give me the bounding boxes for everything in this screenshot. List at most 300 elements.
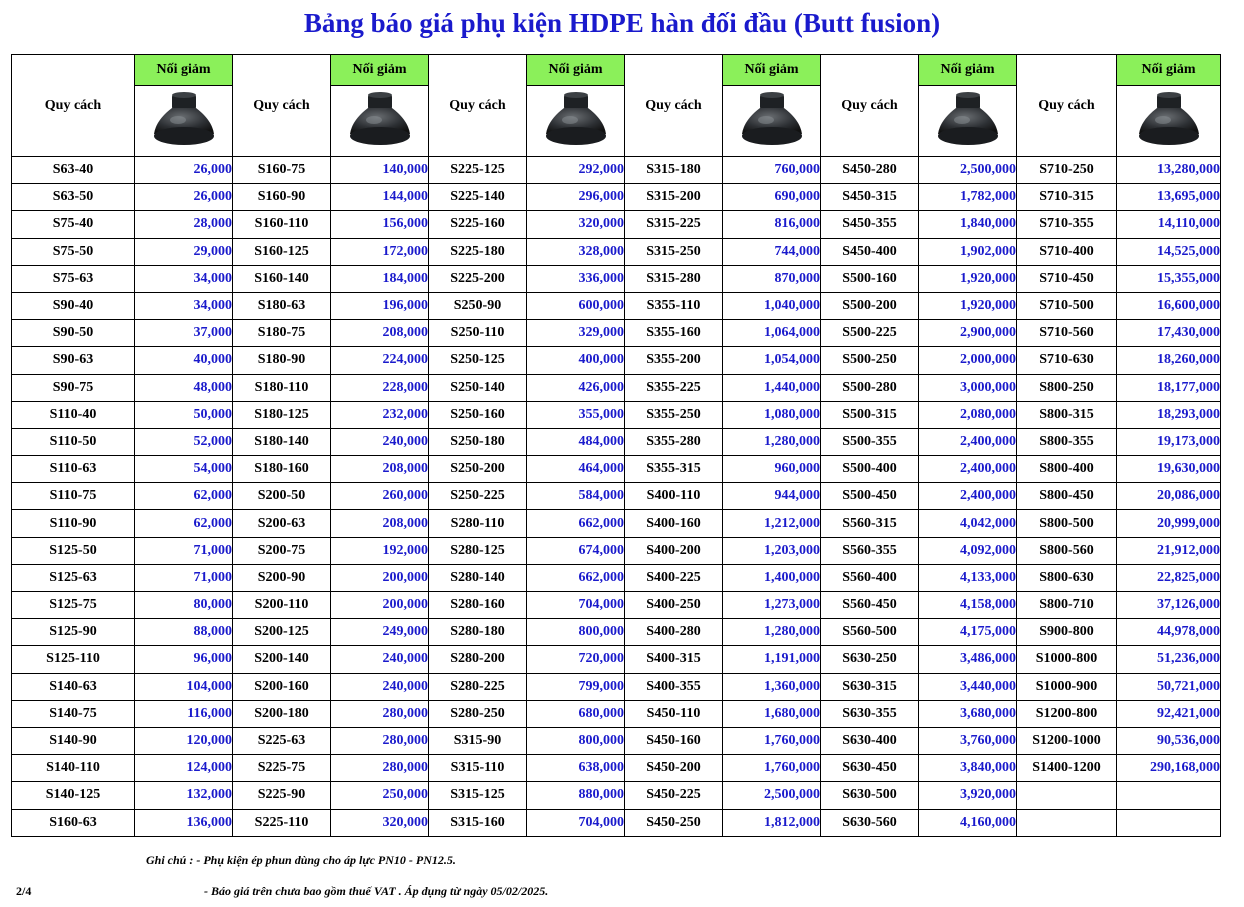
price-cell: 600,000 [527, 292, 625, 319]
spec-cell: S250-140 [429, 374, 527, 401]
table-row [12, 564, 1221, 591]
price-cell: 62,000 [135, 510, 233, 537]
product-header: Nối giảm [135, 55, 233, 86]
price-cell: 464,000 [527, 456, 625, 483]
spec-cell: S355-110 [625, 292, 723, 319]
price-cell: 2,400,000 [919, 483, 1017, 510]
spec-cell: S1200-800 [1017, 700, 1117, 727]
spec-cell: S355-280 [625, 428, 723, 455]
price-cell: 4,160,000 [919, 809, 1017, 836]
price-cell: 1,812,000 [723, 809, 821, 836]
spec-cell: S180-125 [233, 401, 331, 428]
reducer-fitting-image [527, 86, 625, 157]
spec-cell: S225-200 [429, 265, 527, 292]
price-cell: 116,000 [135, 700, 233, 727]
price-cell: 280,000 [331, 727, 429, 754]
note-pressure: Ghi chú : - Phụ kiện ép phun dùng cho áp lực PN10 - PN12.5. [146, 853, 456, 867]
spec-cell: S800-250 [1017, 374, 1117, 401]
price-cell: 1,920,000 [919, 292, 1017, 319]
spec-header: Quy cách [233, 55, 331, 157]
spec-cell: S400-315 [625, 646, 723, 673]
price-cell: 18,177,000 [1117, 374, 1221, 401]
spec-cell: S225-110 [233, 809, 331, 836]
price-cell: 680,000 [527, 700, 625, 727]
price-cell: 88,000 [135, 619, 233, 646]
spec-cell: S450-200 [625, 755, 723, 782]
spec-cell: S125-90 [12, 619, 135, 646]
table-row [12, 592, 1221, 619]
price-cell: 232,000 [331, 401, 429, 428]
spec-cell: S140-75 [12, 700, 135, 727]
spec-cell: S160-125 [233, 238, 331, 265]
table-row [12, 401, 1221, 428]
price-cell: 18,293,000 [1117, 401, 1221, 428]
page-title: Bảng báo giá phụ kiện HDPE hàn đối đầu (Butt fusion) [303, 8, 941, 38]
spec-cell: S630-355 [821, 700, 919, 727]
price-cell: 44,978,000 [1117, 619, 1221, 646]
spec-cell: S355-250 [625, 401, 723, 428]
spec-cell: S710-355 [1017, 211, 1117, 238]
spec-cell: S400-110 [625, 483, 723, 510]
spec-cell: S500-225 [821, 320, 919, 347]
price-cell: 50,721,000 [1117, 673, 1221, 700]
spec-cell: S200-63 [233, 510, 331, 537]
spec-cell: S280-110 [429, 510, 527, 537]
spec-cell: S500-160 [821, 265, 919, 292]
reducer-fitting-image [135, 86, 233, 157]
spec-cell: S280-160 [429, 592, 527, 619]
spec-cell: S225-180 [429, 238, 527, 265]
price-cell: 3,440,000 [919, 673, 1017, 700]
spec-cell: S560-315 [821, 510, 919, 537]
spec-cell: S125-63 [12, 564, 135, 591]
price-cell: 320,000 [331, 809, 429, 836]
price-cell: 124,000 [135, 755, 233, 782]
spec-cell: S90-40 [12, 292, 135, 319]
spec-cell: S160-75 [233, 157, 331, 184]
spec-cell: S315-110 [429, 755, 527, 782]
spec-cell: S400-355 [625, 673, 723, 700]
price-cell: 224,000 [331, 347, 429, 374]
spec-cell [1017, 809, 1117, 836]
price-cell: 320,000 [527, 211, 625, 238]
spec-cell: S630-560 [821, 809, 919, 836]
price-cell: 40,000 [135, 347, 233, 374]
spec-cell: S800-355 [1017, 428, 1117, 455]
spec-cell: S560-500 [821, 619, 919, 646]
price-cell: 22,825,000 [1117, 564, 1221, 591]
price-cell: 104,000 [135, 673, 233, 700]
spec-cell: S90-75 [12, 374, 135, 401]
price-cell: 280,000 [331, 755, 429, 782]
table-row [12, 483, 1221, 510]
spec-cell: S560-400 [821, 564, 919, 591]
price-cell: 20,086,000 [1117, 483, 1221, 510]
product-header: Nối giảm [919, 55, 1017, 86]
spec-cell: S250-125 [429, 347, 527, 374]
price-cell: 2,500,000 [723, 782, 821, 809]
price-cell: 120,000 [135, 727, 233, 754]
spec-cell: S180-110 [233, 374, 331, 401]
table-row [12, 510, 1221, 537]
spec-cell: S800-500 [1017, 510, 1117, 537]
spec-header: Quy cách [625, 55, 723, 157]
spec-cell: S710-250 [1017, 157, 1117, 184]
spec-cell: S125-50 [12, 537, 135, 564]
price-cell: 870,000 [723, 265, 821, 292]
price-cell: 1,920,000 [919, 265, 1017, 292]
price-cell: 3,760,000 [919, 727, 1017, 754]
price-cell: 144,000 [331, 184, 429, 211]
spec-cell: S900-800 [1017, 619, 1117, 646]
spec-cell: S110-63 [12, 456, 135, 483]
spec-cell: S225-90 [233, 782, 331, 809]
product-header: Nối giảm [723, 55, 821, 86]
price-cell: 208,000 [331, 510, 429, 537]
price-cell: 426,000 [527, 374, 625, 401]
spec-cell: S110-50 [12, 428, 135, 455]
price-cell: 704,000 [527, 592, 625, 619]
spec-cell: S280-180 [429, 619, 527, 646]
table-row [12, 700, 1221, 727]
spec-cell: S280-225 [429, 673, 527, 700]
spec-cell: S1000-900 [1017, 673, 1117, 700]
table-row [12, 619, 1221, 646]
price-cell: 290,168,000 [1117, 755, 1221, 782]
price-cell: 19,630,000 [1117, 456, 1221, 483]
spec-cell: S710-450 [1017, 265, 1117, 292]
spec-cell: S355-225 [625, 374, 723, 401]
price-cell: 208,000 [331, 320, 429, 347]
spec-cell: S200-110 [233, 592, 331, 619]
price-cell: 1,760,000 [723, 727, 821, 754]
spec-cell: S400-225 [625, 564, 723, 591]
spec-cell: S400-280 [625, 619, 723, 646]
price-cell: 260,000 [331, 483, 429, 510]
price-cell: 37,000 [135, 320, 233, 347]
spec-cell: S140-90 [12, 727, 135, 754]
price-cell: 249,000 [331, 619, 429, 646]
spec-cell: S180-75 [233, 320, 331, 347]
spec-cell: S200-90 [233, 564, 331, 591]
price-cell: 4,175,000 [919, 619, 1017, 646]
table-row [12, 374, 1221, 401]
spec-cell: S315-160 [429, 809, 527, 836]
table-row [12, 782, 1221, 809]
price-cell: 1,440,000 [723, 374, 821, 401]
price-cell: 4,092,000 [919, 537, 1017, 564]
price-cell: 208,000 [331, 456, 429, 483]
spec-cell: S710-315 [1017, 184, 1117, 211]
price-cell: 228,000 [331, 374, 429, 401]
spec-cell: S180-63 [233, 292, 331, 319]
price-cell: 800,000 [527, 619, 625, 646]
spec-cell: S500-280 [821, 374, 919, 401]
table-row [12, 292, 1221, 319]
spec-cell: S250-90 [429, 292, 527, 319]
spec-cell: S450-160 [625, 727, 723, 754]
price-cell: 1,273,000 [723, 592, 821, 619]
price-cell: 2,400,000 [919, 456, 1017, 483]
price-cell: 2,400,000 [919, 428, 1017, 455]
price-cell: 674,000 [527, 537, 625, 564]
product-header: Nối giảm [527, 55, 625, 86]
price-cell: 760,000 [723, 157, 821, 184]
price-cell: 240,000 [331, 673, 429, 700]
spec-cell: S710-630 [1017, 347, 1117, 374]
spec-cell: S140-63 [12, 673, 135, 700]
header-row [12, 55, 1221, 86]
price-cell: 13,695,000 [1117, 184, 1221, 211]
price-cell: 355,000 [527, 401, 625, 428]
price-cell: 92,421,000 [1117, 700, 1221, 727]
spec-cell: S500-200 [821, 292, 919, 319]
table-row [12, 809, 1221, 836]
spec-cell: S250-200 [429, 456, 527, 483]
spec-cell: S630-315 [821, 673, 919, 700]
price-cell: 960,000 [723, 456, 821, 483]
spec-cell: S355-160 [625, 320, 723, 347]
spec-cell: S125-75 [12, 592, 135, 619]
spec-cell: S800-630 [1017, 564, 1117, 591]
spec-cell: S450-225 [625, 782, 723, 809]
price-cell: 3,000,000 [919, 374, 1017, 401]
spec-cell: S710-560 [1017, 320, 1117, 347]
price-cell: 14,525,000 [1117, 238, 1221, 265]
spec-cell: S355-200 [625, 347, 723, 374]
spec-cell: S315-225 [625, 211, 723, 238]
price-cell: 744,000 [723, 238, 821, 265]
price-cell: 662,000 [527, 564, 625, 591]
spec-cell: S800-315 [1017, 401, 1117, 428]
price-cell: 1,680,000 [723, 700, 821, 727]
price-cell: 156,000 [331, 211, 429, 238]
price-cell: 1,902,000 [919, 238, 1017, 265]
price-cell: 13,280,000 [1117, 157, 1221, 184]
spec-cell: S180-90 [233, 347, 331, 374]
price-cell: 50,000 [135, 401, 233, 428]
price-cell: 292,000 [527, 157, 625, 184]
price-cell: 1,080,000 [723, 401, 821, 428]
price-cell: 192,000 [331, 537, 429, 564]
price-cell: 26,000 [135, 184, 233, 211]
price-cell: 26,000 [135, 157, 233, 184]
table-row [12, 727, 1221, 754]
spec-cell: S450-250 [625, 809, 723, 836]
reducer-fitting-image [723, 86, 821, 157]
spec-cell: S450-315 [821, 184, 919, 211]
price-cell: 200,000 [331, 592, 429, 619]
price-cell: 400,000 [527, 347, 625, 374]
price-cell: 51,236,000 [1117, 646, 1221, 673]
price-table [11, 54, 1221, 837]
price-cell: 329,000 [527, 320, 625, 347]
spec-cell: S500-315 [821, 401, 919, 428]
spec-cell: S800-710 [1017, 592, 1117, 619]
price-cell: 1,054,000 [723, 347, 821, 374]
price-cell: 16,600,000 [1117, 292, 1221, 319]
price-cell: 944,000 [723, 483, 821, 510]
price-cell: 336,000 [527, 265, 625, 292]
price-cell: 96,000 [135, 646, 233, 673]
price-cell: 1,400,000 [723, 564, 821, 591]
page-number: 2/4 [16, 884, 32, 898]
spec-cell: S110-75 [12, 483, 135, 510]
spec-cell: S75-50 [12, 238, 135, 265]
price-cell: 20,999,000 [1117, 510, 1221, 537]
price-cell: 484,000 [527, 428, 625, 455]
price-cell: 1,840,000 [919, 211, 1017, 238]
spec-cell: S630-500 [821, 782, 919, 809]
price-cell: 19,173,000 [1117, 428, 1221, 455]
spec-cell: S200-75 [233, 537, 331, 564]
price-cell: 54,000 [135, 456, 233, 483]
price-cell: 1,212,000 [723, 510, 821, 537]
price-cell: 80,000 [135, 592, 233, 619]
spec-cell: S63-50 [12, 184, 135, 211]
spec-cell: S500-250 [821, 347, 919, 374]
spec-cell: S160-90 [233, 184, 331, 211]
reducer-fitting-image [331, 86, 429, 157]
price-cell: 4,042,000 [919, 510, 1017, 537]
price-cell: 48,000 [135, 374, 233, 401]
spec-cell: S160-110 [233, 211, 331, 238]
spec-cell: S280-125 [429, 537, 527, 564]
spec-cell: S90-50 [12, 320, 135, 347]
price-cell: 18,260,000 [1117, 347, 1221, 374]
price-cell: 28,000 [135, 211, 233, 238]
spec-cell: S250-180 [429, 428, 527, 455]
spec-header: Quy cách [429, 55, 527, 157]
price-cell: 132,000 [135, 782, 233, 809]
price-cell: 240,000 [331, 428, 429, 455]
spec-cell: S630-400 [821, 727, 919, 754]
spec-cell: S315-180 [625, 157, 723, 184]
spec-cell: S400-160 [625, 510, 723, 537]
spec-cell: S200-180 [233, 700, 331, 727]
price-cell: 2,900,000 [919, 320, 1017, 347]
spec-cell: S250-160 [429, 401, 527, 428]
price-cell: 1,280,000 [723, 619, 821, 646]
price-cell [1117, 809, 1221, 836]
spec-cell: S75-63 [12, 265, 135, 292]
price-cell: 21,912,000 [1117, 537, 1221, 564]
spec-cell: S225-140 [429, 184, 527, 211]
spec-cell: S75-40 [12, 211, 135, 238]
spec-cell: S315-280 [625, 265, 723, 292]
price-cell: 17,430,000 [1117, 320, 1221, 347]
spec-cell: S280-200 [429, 646, 527, 673]
price-cell: 3,920,000 [919, 782, 1017, 809]
table-row [12, 428, 1221, 455]
spec-cell: S225-125 [429, 157, 527, 184]
price-cell: 62,000 [135, 483, 233, 510]
spec-cell: S160-140 [233, 265, 331, 292]
spec-cell: S630-450 [821, 755, 919, 782]
spec-header: Quy cách [1017, 55, 1117, 157]
table-row [12, 238, 1221, 265]
spec-cell: S450-355 [821, 211, 919, 238]
price-cell: 1,280,000 [723, 428, 821, 455]
spec-cell: S800-400 [1017, 456, 1117, 483]
spec-cell: S140-110 [12, 755, 135, 782]
price-cell: 1,040,000 [723, 292, 821, 319]
spec-cell: S450-280 [821, 157, 919, 184]
price-cell: 1,064,000 [723, 320, 821, 347]
price-cell: 2,500,000 [919, 157, 1017, 184]
spec-cell: S110-40 [12, 401, 135, 428]
price-cell: 296,000 [527, 184, 625, 211]
spec-cell [1017, 782, 1117, 809]
spec-cell: S450-400 [821, 238, 919, 265]
price-cell: 1,360,000 [723, 673, 821, 700]
product-header: Nối giảm [1117, 55, 1221, 86]
price-cell: 4,133,000 [919, 564, 1017, 591]
price-cell: 799,000 [527, 673, 625, 700]
table-row [12, 211, 1221, 238]
spec-cell: S280-140 [429, 564, 527, 591]
price-cell: 280,000 [331, 700, 429, 727]
price-cell: 720,000 [527, 646, 625, 673]
price-cell: 71,000 [135, 564, 233, 591]
spec-header: Quy cách [821, 55, 919, 157]
spec-cell: S200-160 [233, 673, 331, 700]
spec-cell: S140-125 [12, 782, 135, 809]
price-cell: 690,000 [723, 184, 821, 211]
spec-cell: S315-200 [625, 184, 723, 211]
price-cell: 34,000 [135, 292, 233, 319]
price-cell: 14,110,000 [1117, 211, 1221, 238]
price-cell: 2,000,000 [919, 347, 1017, 374]
price-cell: 4,158,000 [919, 592, 1017, 619]
spec-cell: S315-125 [429, 782, 527, 809]
price-cell: 15,355,000 [1117, 265, 1221, 292]
spec-cell: S225-63 [233, 727, 331, 754]
spec-cell: S400-200 [625, 537, 723, 564]
table-row [12, 347, 1221, 374]
spec-cell: S225-75 [233, 755, 331, 782]
spec-cell: S200-140 [233, 646, 331, 673]
product-header: Nối giảm [331, 55, 429, 86]
table-row [12, 184, 1221, 211]
price-cell: 800,000 [527, 727, 625, 754]
spec-cell: S250-110 [429, 320, 527, 347]
price-cell: 250,000 [331, 782, 429, 809]
price-cell: 1,191,000 [723, 646, 821, 673]
spec-cell: S500-400 [821, 456, 919, 483]
table-row [12, 157, 1221, 184]
price-cell: 136,000 [135, 809, 233, 836]
price-cell: 34,000 [135, 265, 233, 292]
price-cell: 29,000 [135, 238, 233, 265]
spec-cell: S63-40 [12, 157, 135, 184]
price-cell: 196,000 [331, 292, 429, 319]
price-cell: 90,536,000 [1117, 727, 1221, 754]
note-vat: - Báo giá trên chưa bao gồm thuế VAT . Áp dụng từ ngày 05/02/2025. [204, 884, 549, 898]
spec-cell: S315-250 [625, 238, 723, 265]
table-row [12, 646, 1221, 673]
price-cell: 140,000 [331, 157, 429, 184]
price-cell: 1,782,000 [919, 184, 1017, 211]
price-cell: 3,680,000 [919, 700, 1017, 727]
price-cell: 1,203,000 [723, 537, 821, 564]
spec-cell: S110-90 [12, 510, 135, 537]
spec-cell: S630-250 [821, 646, 919, 673]
spec-cell: S200-50 [233, 483, 331, 510]
price-cell: 1,760,000 [723, 755, 821, 782]
price-cell: 172,000 [331, 238, 429, 265]
spec-cell: S160-63 [12, 809, 135, 836]
